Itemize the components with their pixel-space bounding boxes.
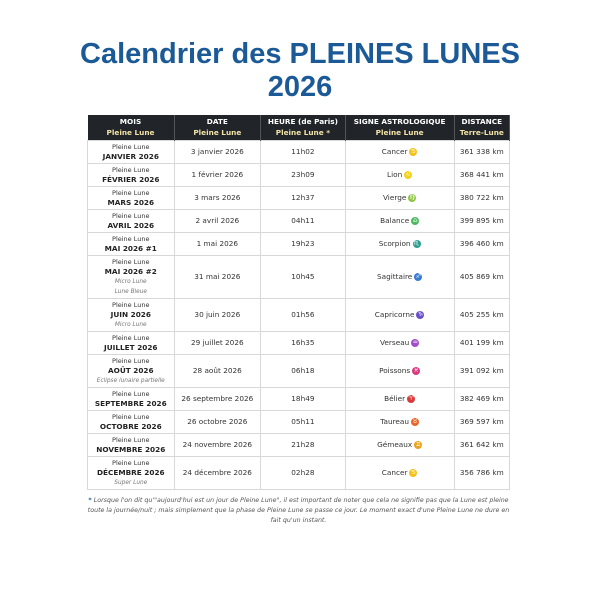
sign-cell — [345, 299, 454, 332]
zodiac-icon: ♐ — [415, 273, 421, 280]
zodiac-icon: ♌ — [405, 171, 411, 178]
header-sub: Pleine Lune — [193, 127, 242, 137]
column-header — [345, 115, 454, 141]
header-sub: Pleine Lune — [375, 127, 424, 137]
distance-cell: 356 786 km — [454, 457, 509, 490]
distance-cell: 382 469 km — [454, 388, 509, 411]
table-row — [88, 332, 510, 355]
sign-cell — [345, 411, 454, 434]
month-cell — [88, 388, 175, 411]
sign-name: Bélier — [384, 394, 406, 403]
header-main: DISTANCE — [461, 117, 503, 126]
month-cell — [88, 299, 175, 332]
distance-cell: 361 338 km — [454, 141, 509, 164]
zodiac-icon: ♈ — [408, 395, 414, 402]
month-name: FÉVRIER 2026 — [102, 175, 160, 184]
sign-cell — [345, 457, 454, 490]
month-cell — [88, 411, 175, 434]
month-cell — [88, 355, 175, 388]
column-header — [454, 115, 509, 141]
month-cell — [88, 187, 175, 210]
distance-cell: 380 722 km — [454, 187, 509, 210]
time-cell: 12h37 — [261, 187, 346, 210]
zodiac-icon: ♑ — [417, 311, 424, 318]
sign-name: Taureau — [380, 417, 410, 426]
header-sub: Terre-Lune — [459, 127, 504, 137]
sign-name: Gémeaux — [377, 440, 413, 449]
distance-cell: 369 597 km — [454, 411, 509, 434]
month-name: JUIN 2026 — [110, 310, 151, 319]
distance-cell: 368 441 km — [454, 164, 509, 187]
month-cell — [88, 141, 175, 164]
header-sub: Pleine Lune — [106, 127, 155, 137]
distance-cell: 396 460 km — [454, 233, 509, 256]
month-name: MAI 2026 #2 — [104, 267, 157, 276]
table-row — [88, 388, 510, 411]
sign-cell — [345, 164, 454, 187]
footnote-star: * — [88, 497, 92, 504]
month-prefix: Pleine Lune — [112, 143, 150, 151]
zodiac-icon: ♉ — [412, 418, 418, 425]
table-row — [88, 141, 510, 164]
time-cell: 18h49 — [261, 388, 346, 411]
sign-cell — [345, 233, 454, 256]
zodiac-icon: ♎ — [412, 217, 418, 224]
zodiac-icon: ♊ — [415, 441, 421, 448]
time-cell: 04h11 — [261, 210, 346, 233]
distance-cell: 391 092 km — [454, 355, 509, 388]
time-cell: 23h09 — [261, 164, 346, 187]
table-row — [88, 187, 510, 210]
time-cell: 01h56 — [261, 299, 346, 332]
header-main: SIGNE ASTROLOGIQUE — [353, 117, 446, 126]
date-cell: 1 mai 2026 — [174, 233, 261, 256]
distance-cell: 405 255 km — [454, 299, 509, 332]
month-prefix: Pleine Lune — [112, 390, 150, 398]
distance-cell: 399 895 km — [454, 210, 509, 233]
date-cell: 29 juillet 2026 — [174, 332, 261, 355]
month-cell — [88, 164, 175, 187]
table-row — [88, 299, 510, 332]
date-cell: 3 janvier 2026 — [174, 141, 261, 164]
date-cell: 1 février 2026 — [174, 164, 261, 187]
month-prefix: Pleine Lune — [112, 235, 150, 243]
date-cell: 31 mai 2026 — [174, 256, 261, 299]
zodiac-icon: ♋ — [410, 148, 417, 155]
date-cell: 26 septembre 2026 — [174, 388, 261, 411]
month-prefix: Pleine Lune — [112, 334, 150, 342]
sign-name: Poissons — [379, 366, 411, 375]
zodiac-icon: ♏ — [413, 240, 420, 247]
month-name: DÉCEMBRE 2026 — [96, 468, 165, 477]
table-row — [88, 233, 510, 256]
month-cell — [88, 457, 175, 490]
month-name: JANVIER 2026 — [102, 152, 159, 161]
table-row — [88, 434, 510, 457]
distance-cell: 405 869 km — [454, 256, 509, 299]
sign-name: Verseau — [379, 338, 410, 347]
month-prefix: Pleine Lune — [112, 166, 150, 174]
table-row — [88, 411, 510, 434]
column-header — [261, 115, 346, 141]
date-cell: 2 avril 2026 — [174, 210, 261, 233]
sign-cell — [345, 388, 454, 411]
zodiac-icon: ♍ — [409, 194, 415, 201]
header-main: DATE — [206, 117, 228, 126]
time-cell: 10h45 — [261, 256, 346, 299]
table-row — [88, 164, 510, 187]
sign-name: Scorpion — [378, 239, 411, 248]
sign-name: Lion — [387, 170, 403, 179]
zodiac-icon: ♋ — [410, 469, 417, 476]
sign-cell — [345, 210, 454, 233]
month-prefix: Pleine Lune — [112, 189, 150, 197]
month-prefix: Pleine Lune — [112, 357, 150, 365]
month-name: SEPTEMBRE 2026 — [94, 399, 167, 408]
header-sub: Pleine Lune * — [275, 127, 331, 137]
time-cell: 21h28 — [261, 434, 346, 457]
month-note: Micro Lune — [114, 279, 147, 285]
zodiac-icon: ♒ — [412, 339, 418, 346]
column-header — [88, 115, 175, 141]
time-cell: 02h28 — [261, 457, 346, 490]
table-row — [88, 355, 510, 388]
month-cell — [88, 256, 175, 299]
date-cell: 28 août 2026 — [174, 355, 261, 388]
month-note: Micro Lune — [114, 322, 147, 328]
full-moon-table — [87, 115, 510, 490]
month-name: MAI 2026 #1 — [104, 244, 157, 253]
footnote-text: Lorsque l'on dit qu'"aujourd'hui est un jour de Pleine Lune", il est important de noter que cela ne signifie pas que la Lune est pleine toute la journée/nuit ; mais simplement que la phase de Pleine Lune se passe ce jour. Le moment exact d'une Pleine Lune ne dure en fait qu'un instant. — [87, 497, 510, 524]
month-prefix: Pleine Lune — [112, 436, 150, 444]
month-note: Lune Bleue — [114, 289, 147, 295]
distance-cell: 401 199 km — [454, 332, 509, 355]
time-cell: 06h18 — [261, 355, 346, 388]
sign-name: Cancer — [381, 147, 408, 156]
month-name: OCTOBRE 2026 — [99, 422, 162, 431]
month-cell — [88, 233, 175, 256]
month-name: AOÛT 2026 — [107, 366, 154, 375]
month-name: JUILLET 2026 — [104, 343, 158, 352]
month-cell — [88, 210, 175, 233]
sign-name: Balance — [380, 216, 410, 225]
distance-cell: 361 642 km — [454, 434, 509, 457]
time-cell: 05h11 — [261, 411, 346, 434]
time-cell: 19h23 — [261, 233, 346, 256]
table-header — [88, 115, 510, 141]
sign-name: Cancer — [381, 468, 408, 477]
date-cell: 24 novembre 2026 — [174, 434, 261, 457]
date-cell: 24 décembre 2026 — [174, 457, 261, 490]
time-cell: 16h35 — [261, 332, 346, 355]
month-name: AVRIL 2026 — [107, 221, 155, 230]
month-prefix: Pleine Lune — [112, 258, 150, 266]
sign-cell — [345, 332, 454, 355]
table-row — [88, 457, 510, 490]
sign-cell — [345, 355, 454, 388]
sign-name: Sagittaire — [376, 272, 413, 281]
month-name: NOVEMBRE 2026 — [96, 445, 166, 454]
month-note: Eclipse lunaire partielle — [96, 378, 165, 384]
page-title — [0, 0, 600, 104]
time-cell: 11h02 — [261, 141, 346, 164]
title-year: 2026 — [267, 71, 333, 103]
sign-name: Capricorne — [374, 310, 415, 319]
month-cell — [88, 332, 175, 355]
title-line1: Calendrier des PLEINES LUNES — [80, 38, 520, 70]
column-header — [174, 115, 261, 141]
month-note: Super Lune — [114, 480, 148, 486]
header-main: HEURE (de Paris) — [267, 117, 338, 126]
footnote — [87, 496, 510, 526]
sign-cell — [345, 141, 454, 164]
table-row — [88, 256, 510, 299]
table-row — [88, 210, 510, 233]
date-cell: 30 juin 2026 — [174, 299, 261, 332]
header-main: MOIS — [119, 117, 142, 126]
sign-cell — [345, 256, 454, 299]
month-name: MARS 2026 — [107, 198, 155, 207]
zodiac-icon: ♓ — [413, 367, 419, 374]
content — [87, 115, 510, 526]
date-cell: 3 mars 2026 — [174, 187, 261, 210]
month-cell — [88, 434, 175, 457]
month-prefix: Pleine Lune — [112, 212, 150, 220]
date-cell: 26 octobre 2026 — [174, 411, 261, 434]
sign-cell — [345, 187, 454, 210]
sign-name: Vierge — [382, 193, 407, 202]
sign-cell — [345, 434, 454, 457]
month-prefix: Pleine Lune — [112, 301, 150, 309]
month-prefix: Pleine Lune — [112, 459, 150, 467]
month-prefix: Pleine Lune — [112, 413, 150, 421]
